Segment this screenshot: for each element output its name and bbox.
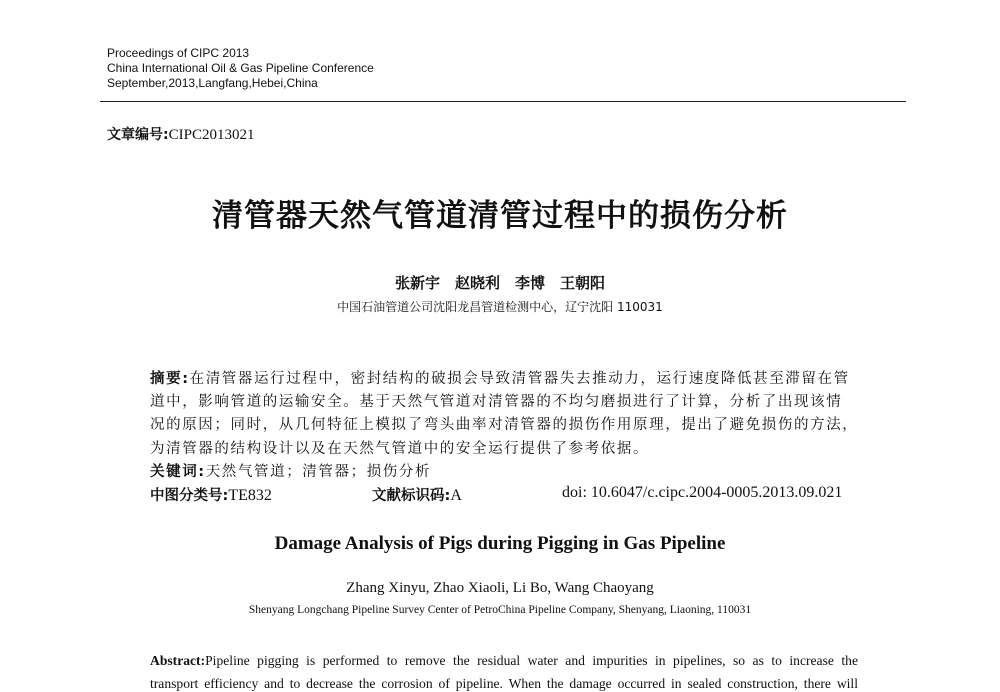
classification-label: 中图分类号:	[150, 488, 229, 504]
affiliation-zh: 中国石油管道公司沈阳龙昌管道检测中心，辽宁沈阳 110031	[337, 300, 663, 314]
proceedings-header	[107, 46, 374, 91]
page-title: 清管器天然气管道清管过程中的损伤分析	[212, 198, 788, 234]
authors-en: Zhang Xinyu, Zhao Xiaoli, Li Bo, Wang Chaoyang	[346, 580, 654, 596]
abstract-zh-line: 况的原因；同时，从几何特征上模拟了弯头曲率对清管器的损伤作用原理，提出了避免损伤的方法，	[150, 417, 859, 433]
keywords-value: 天然气管道；清管器；损伤分析	[205, 464, 432, 480]
header-line: September,2013,Langfang,Hebei,China	[107, 76, 318, 90]
abstract-zh-text: 在清管器运行过程中，密封结构的破损会导致清管器失去推动力，运行速度降低甚至滞留在管	[189, 371, 850, 387]
article-number-label: 文章编号:	[107, 127, 169, 143]
document-code-value: A	[450, 487, 462, 504]
doi: doi: 10.6047/c.cipc.2004-0005.2013.09.021	[562, 484, 843, 501]
abstract-zh-line: 为清管器的结构设计以及在天然气管道中的安全运行提供了参考依据。	[150, 441, 650, 457]
header-line: Proceedings of CIPC 2013	[107, 46, 250, 60]
abstract-en-line	[150, 653, 858, 669]
header-line: China International Oil & Gas Pipeline Conference	[107, 61, 374, 75]
abstract-zh-label: 摘要:	[150, 371, 190, 387]
classification	[150, 484, 272, 505]
document-code	[372, 484, 462, 505]
header-rule	[100, 101, 906, 102]
affiliation-en: Shenyang Longchang Pipeline Survey Center of PetroChina Pipeline Company, Shenyang, Liaoning, 110031	[248, 604, 752, 616]
keywords-label: 关键词:	[150, 464, 206, 480]
abstract-en-text: Pipeline pigging is performed to remove the residual water and impurities in pipelines, so as to increase the	[205, 653, 858, 668]
document-code-label: 文献标识码:	[372, 488, 451, 504]
abstract-zh-line: 道中，影响管道的运输安全。基于天然气管道对清管器的不均匀磨损进行了计算，分析了出现该情	[150, 394, 843, 410]
keywords-zh	[150, 460, 431, 481]
authors-zh: 张新宇 赵晓利 李博 王朝阳	[394, 274, 605, 292]
english-title: Damage Analysis of Pigs during Pigging in Gas Pipeline	[274, 533, 726, 554]
classification-value: TE832	[228, 487, 272, 504]
abstract-en-label: Abstract:	[150, 653, 206, 668]
article-number-value: CIPC2013021	[168, 127, 255, 143]
abstract-zh-line	[150, 367, 850, 388]
abstract-en-line: transport efficiency and to decrease the corrosion of pipeline. When the damage occurred in sealed construction, there will	[150, 676, 858, 691]
article-number	[107, 124, 254, 144]
